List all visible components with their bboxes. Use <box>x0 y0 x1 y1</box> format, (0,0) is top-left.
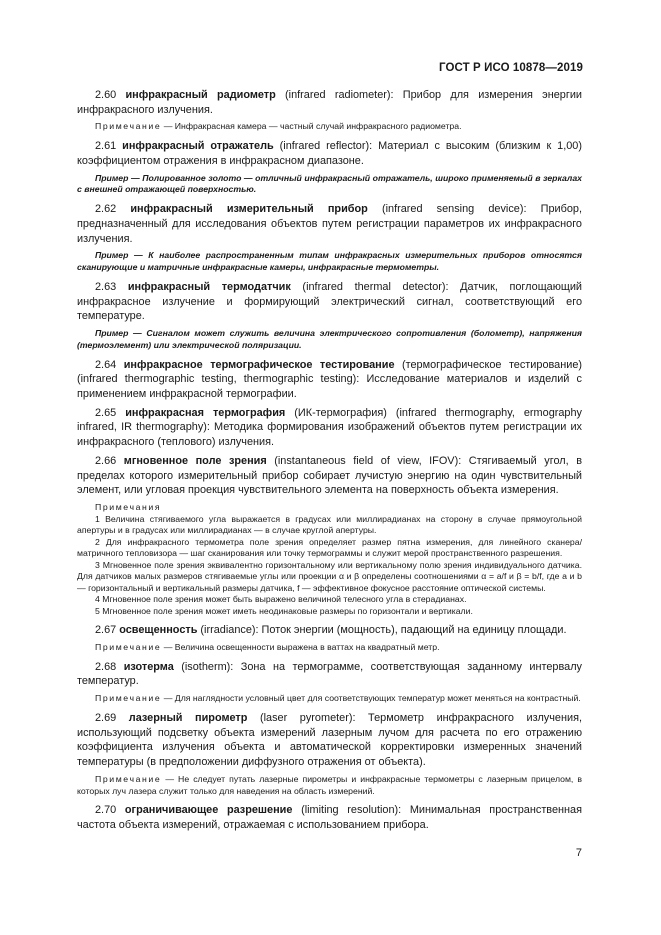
term-2-70 <box>77 803 582 832</box>
note-item-5: 5 Мгновенное поле зрения может иметь неодинаковые размеры по горизонтали и вертикали. <box>95 605 473 616</box>
note-item-3: 3 Мгновенное поле зрения эквивалентно горизонтальному или вертикальному полю зрения индивидуального датчика. Для датчиков малых размеров стягиваемые углы или проекции α и β определены соотношениями α = a/f и β = b/f, где a и b — горизонтальный и вертикальный размеры датчика, f — эффективное фокусное расстояние оптической системы. <box>77 559 582 593</box>
term-title: освещенность <box>119 624 198 637</box>
term-2-69 <box>77 711 582 770</box>
term-number: 2.62 <box>95 203 117 216</box>
note-label: Примечание <box>95 693 162 704</box>
term-definition: (термографическое тестирование) (infrared thermographic testing, thermographic testing): Исследование материалов и изделий с применением инфракрасной термографии. <box>77 358 582 401</box>
document-body <box>77 88 582 837</box>
term-2-64 <box>77 358 582 402</box>
term-definition: (infrared reflector): Материал с высоким (близким к 1,00) коэффициентом отражения в инфракрасном диапазоне. <box>77 140 582 167</box>
term-2-65 <box>77 406 582 450</box>
term-number: 2.63 <box>95 280 117 293</box>
term-2-68 <box>77 660 582 689</box>
notes-2-66 <box>77 502 582 617</box>
term-number: 2.69 <box>95 711 117 724</box>
term-title: инфракрасная термография <box>125 406 286 419</box>
note-label: Примечание <box>95 773 162 784</box>
note-2-60 <box>77 121 582 133</box>
term-definition: (irradiance): Поток энергии (мощность), падающий на единицу площади. <box>197 624 567 637</box>
term-title: лазерный пирометр <box>128 711 248 724</box>
notes-title: Примечания <box>95 501 162 512</box>
term-title: инфракрасный радиометр <box>125 89 276 101</box>
note-text: — Инфракрасная камера — частный случай инфракрасного радиометра. <box>161 121 462 132</box>
note-text: — Для наглядности условный цвет для соответствующих температур может меняться на контрастный. <box>161 693 581 704</box>
note-item-1: 1 Величина стягиваемого угла выражается в градусах или миллирадианах на сторону в случае прямоугольной апертуры и в градусах или миллирадианах — в случае круглой апертуры. <box>77 513 582 536</box>
term-number: 2.66 <box>95 454 117 467</box>
term-2-61 <box>77 139 582 168</box>
note-item-4: 4 Мгновенное поле зрения может быть выражено величиной телесного угла в стерадианах. <box>95 594 467 605</box>
term-definition: (limiting resolution): Минимальная пространственная частота объекта измерений, отражаемая с использованием прибора. <box>77 804 583 832</box>
note-label: Примечание <box>95 641 162 652</box>
note-2-67 <box>77 642 582 654</box>
term-2-62 <box>77 202 582 246</box>
example-2-62: Пример — К наиболее распространенным типам инфракрасных измерительных приборов относятся сканирующие и матричные инфракрасные камеры, инфракрасные термометры. <box>77 250 582 273</box>
term-title: инфракрасный измерительный прибор <box>130 203 368 216</box>
note-2-68 <box>77 693 582 705</box>
note-label: Примечание <box>95 121 162 132</box>
term-2-60 <box>77 88 582 117</box>
note-text: — Не следует путать лазерные пирометры и инфракрасные термометры с лазерным прицелом, в которых луч лазера служит только для наведения на область измерений. <box>77 773 582 796</box>
term-definition: (instantaneous field of view, IFOV): Стягиваемый угол, в пределах которого измерительный прибор собирает лучистую энергию на один чувствительный элемент, или угловая проекция чувствительного элемента на поверхность объекта измерения. <box>77 454 583 497</box>
term-2-67 <box>77 623 582 638</box>
term-definition: (infrared thermal detector): Датчик, поглощающий инфракрасное излучение и формирующий электрический сигнал, соответствующий его температуре. <box>77 280 583 323</box>
term-number: 2.65 <box>95 406 117 419</box>
term-2-66 <box>77 454 582 498</box>
note-2-69 <box>77 774 582 798</box>
term-number: 2.61 <box>95 140 117 153</box>
term-number: 2.70 <box>95 804 117 817</box>
example-2-61: Пример — Полированное золото — отличный инфракрасный отражатель, широко применяемый в зеркалах с внешней отражающей поверхностью. <box>77 172 582 195</box>
term-definition: (ИК-термография) (infrared thermography, ermography infrared, IR thermography): Методика формирования изображений объектов путем регистрации их инфракрасного (теплового) излучения. <box>77 406 582 449</box>
term-definition: (isotherm): Зона на термограмме, соответствующая заданному интервалу температур. <box>77 660 582 688</box>
term-definition: (infrared sensing device): Прибор, предназначенный для исследования объектов путем регистрации параметров их инфракрасного излучения. <box>77 203 583 245</box>
term-number: 2.60 <box>95 89 117 101</box>
term-number: 2.64 <box>95 358 117 371</box>
page-number: 7 <box>575 847 582 859</box>
term-definition: (laser pyrometer): Термометр инфракрасного излучения, использующий подсветку объекта измерений лазерным лучом для расчета по его отражению коэффициента излучения объекта и автоматической корректировки измеренных значений температуры (в предположении диффузного отражения от объекта). <box>77 711 583 769</box>
example-2-63: Пример — Сигналом может служить величина электрического сопротивления (болометр), напряжения (термоэлемент) или электрической поляризации. <box>77 328 582 350</box>
note-item-2: 2 Для инфракрасного термометра поле зрения определяет размер пятна измерения, для линейного сканера/матричного тепловизора — шаг сканирования или точку термограммы и служит мерой пространственного разрешения. <box>77 536 582 559</box>
term-2-63 <box>77 280 582 324</box>
term-number: 2.68 <box>95 660 117 673</box>
term-title: изотерма <box>123 660 174 673</box>
term-title: мгновенное поле зрения <box>123 454 267 467</box>
term-title: инфракрасный отражатель <box>122 140 274 153</box>
term-title: ограничивающее разрешение <box>124 804 293 817</box>
term-title: инфракрасное термографическое тестирование <box>123 358 395 371</box>
note-text: — Величина освещенности выражена в ваттах на квадратный метр. <box>161 641 440 652</box>
term-number: 2.67 <box>95 624 117 637</box>
term-title: инфракрасный термодатчик <box>127 280 291 293</box>
document-header: ГОСТ Р ИСО 10878—2019 <box>438 62 583 74</box>
term-definition: (infrared radiometer): Прибор для измерения энергии инфракрасного излучения. <box>77 89 582 116</box>
